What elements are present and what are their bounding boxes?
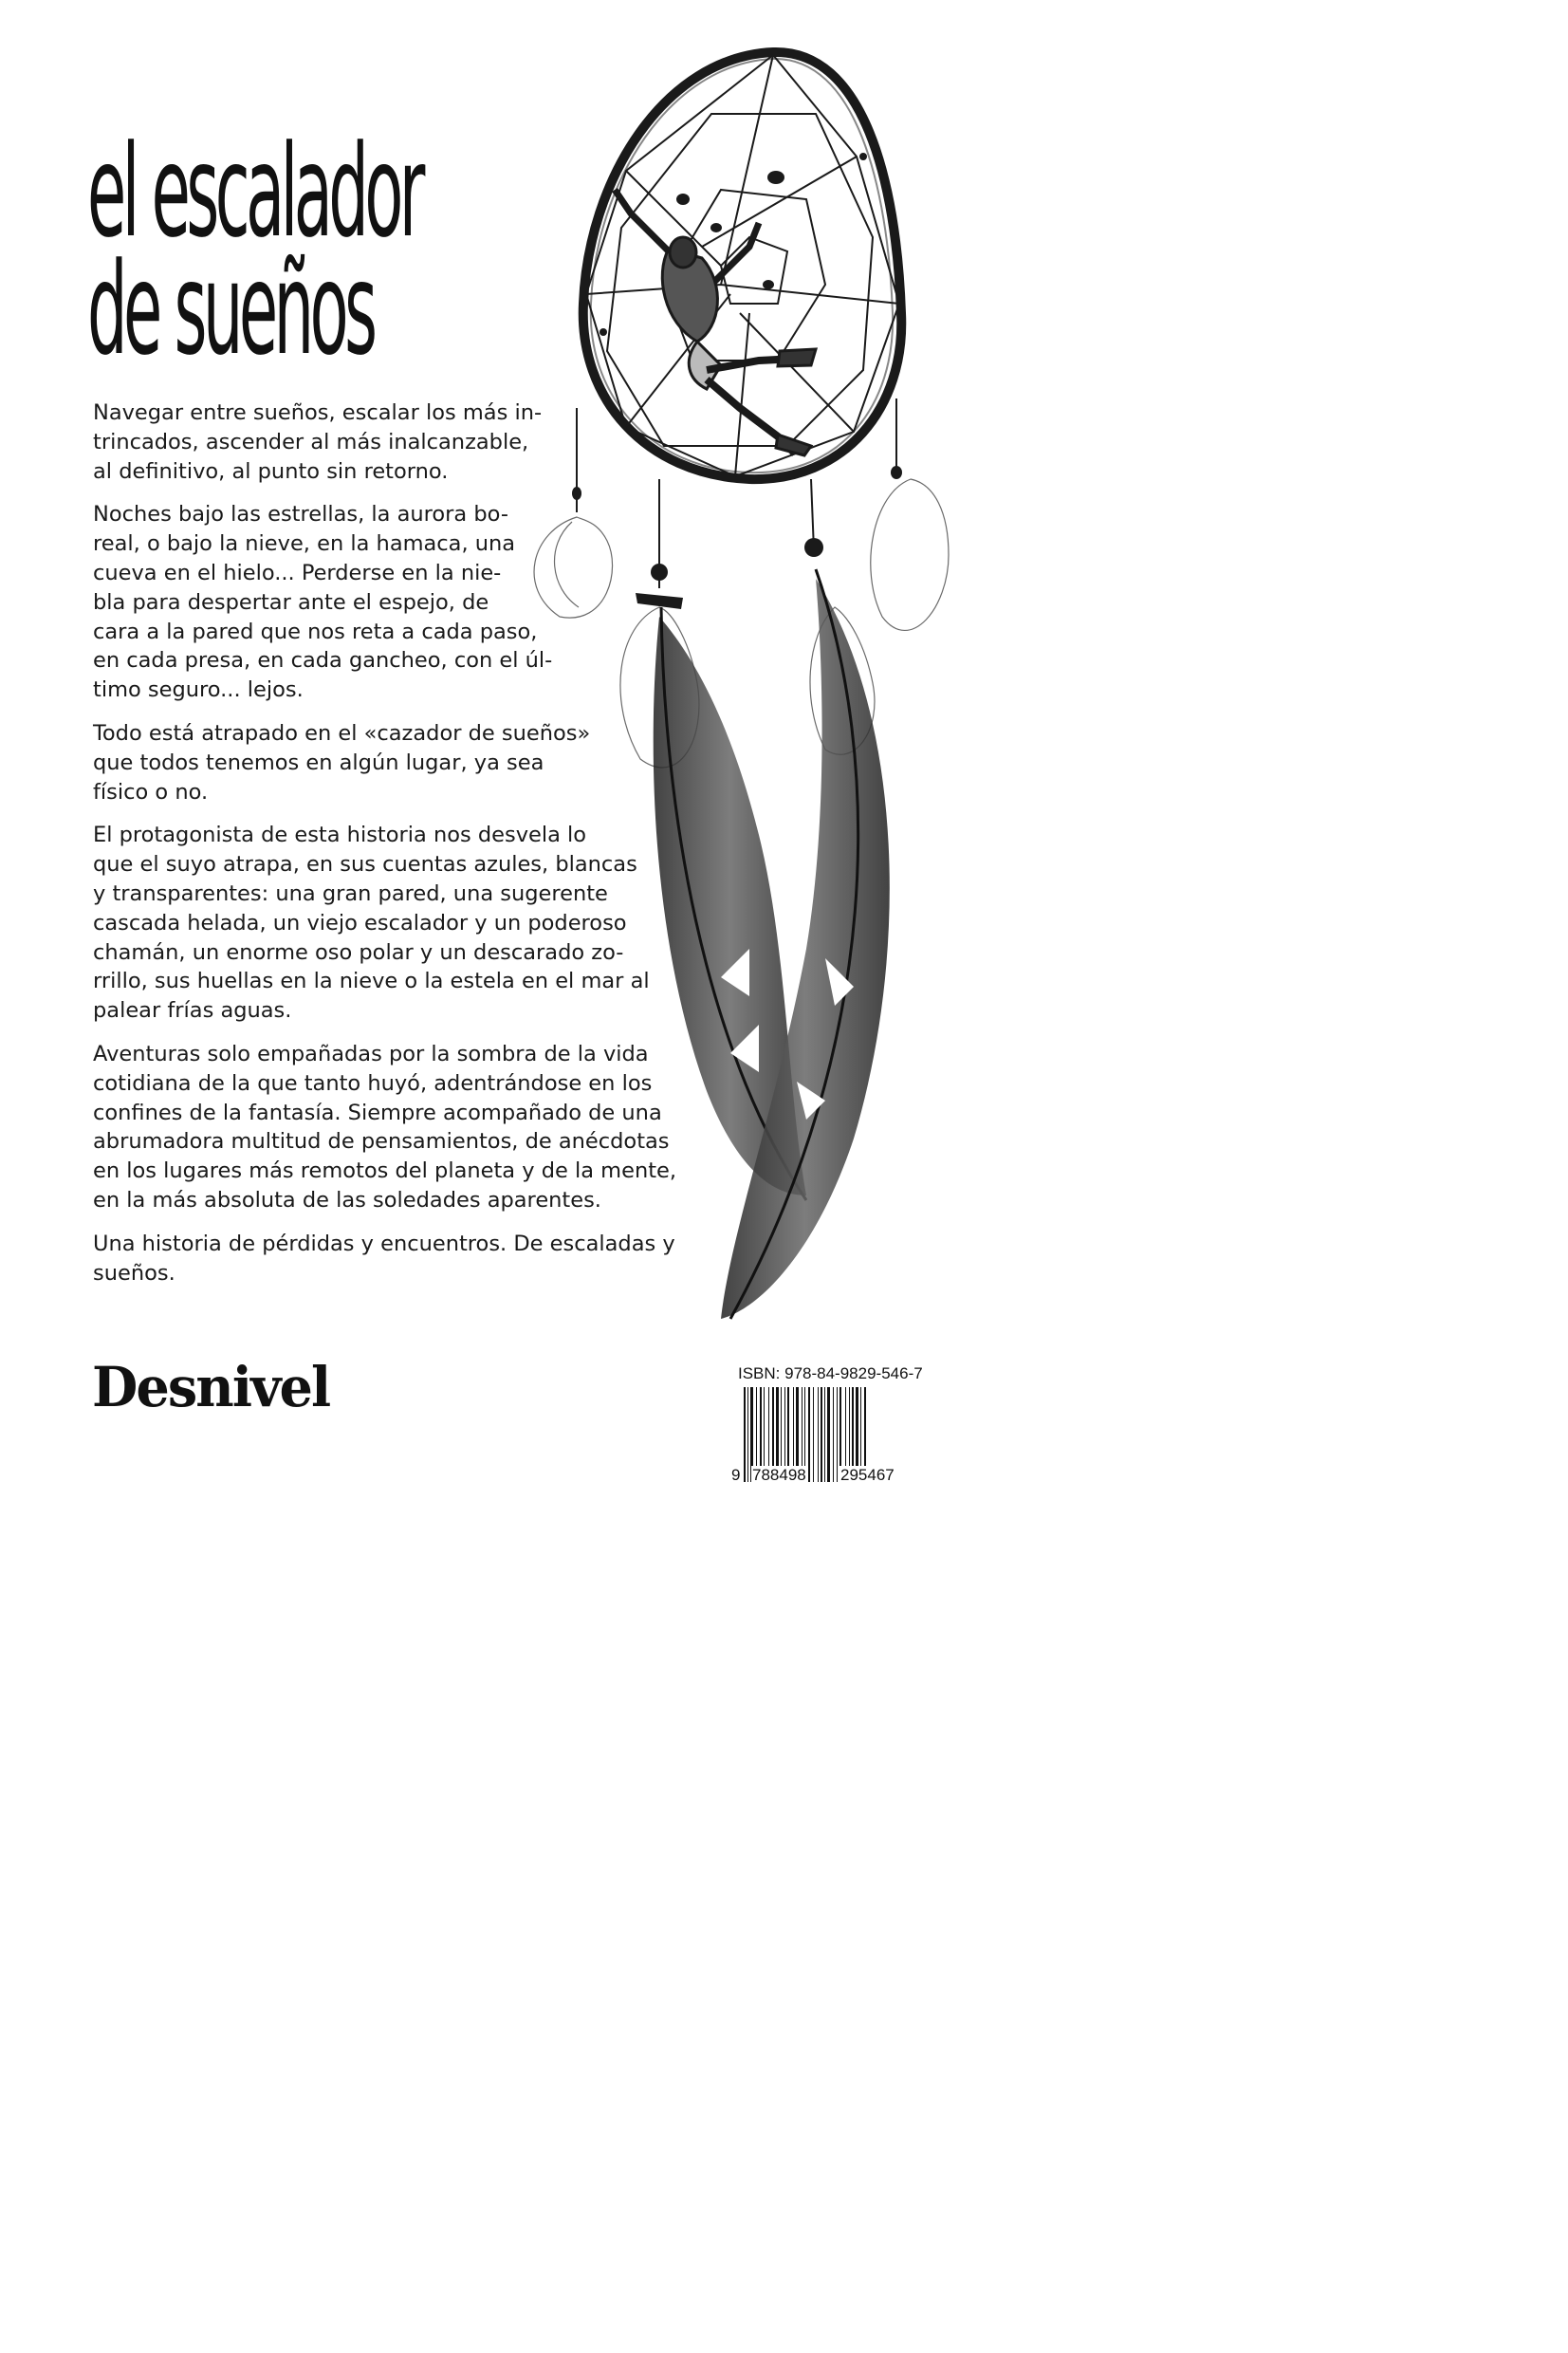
- blurb-line: en la más absoluta de las soledades aparentes.: [93, 1187, 601, 1213]
- blurb-line: cascada helada, un viejo escalador y un poderoso: [93, 910, 627, 936]
- blurb-line: Todo está atrapado en el «cazador de sueños»: [93, 720, 591, 746]
- blurb-line: chamán, un enorme oso polar y un descarado zo-: [93, 939, 624, 965]
- blurb-paragraph: [93, 398, 700, 486]
- blurb-line: cueva en el hielo... Perderse en la nie-: [93, 560, 502, 585]
- blurb-line: El protagonista de esta historia nos desvela lo: [93, 823, 587, 848]
- blurb-line: bla para despertar ante el espejo, de: [93, 589, 489, 615]
- barcode-digit-group-1: 788498: [752, 1466, 806, 1484]
- barcode-digit-group-2: 295467: [840, 1466, 895, 1484]
- blurb-line: Aventuras solo empañadas por la sombra de la vida: [93, 1041, 649, 1066]
- blurb-line: en cada presa, en cada gancheo, con el úl-: [93, 648, 553, 674]
- blurb-line: rrillo, sus huellas en la nieve o la estela en el mar al: [93, 969, 650, 994]
- blurb-line: cara a la pared que nos reta a cada paso,: [93, 619, 538, 644]
- blurb-line: Noches bajo las estrellas, la aurora bo-: [93, 502, 508, 528]
- blurb-line: que todos tenemos en algún lugar, ya sea: [93, 750, 544, 775]
- blurb-paragraph: [93, 500, 700, 705]
- barcode-digit-first: 9: [731, 1466, 741, 1484]
- blurb-line: al definitivo, al punto sin retorno.: [93, 458, 449, 484]
- blurb-line: real, o bajo la nieve, en la hamaca, una: [93, 531, 516, 557]
- blurb-paragraph: [93, 1230, 700, 1288]
- blurb-line: trincados, ascender al más inalcanzable,: [93, 429, 529, 454]
- blurb-paragraph: [93, 821, 700, 1026]
- book-title: [87, 118, 421, 383]
- blurb-paragraph: [93, 1040, 700, 1215]
- blurb-line: confines de la fantasía. Siempre acompañado de una: [93, 1100, 662, 1125]
- blurb-line: timo seguro... lejos.: [93, 677, 304, 703]
- blurb-line: abrumadora multitud de pensamientos, de anécdotas: [93, 1129, 670, 1155]
- back-cover-blurb: [93, 398, 700, 1302]
- blurb-line: cotidiana de la que tanto huyó, adentrándose en los: [93, 1070, 653, 1096]
- blurb-line: y transparentes: una gran pared, una sugerente: [93, 880, 608, 906]
- blurb-line: sueños.: [93, 1260, 175, 1286]
- barcode-digits: [730, 1466, 930, 1487]
- blurb-paragraph: [93, 719, 700, 806]
- blurb-line: Navegar entre sueños, escalar los más in-: [93, 400, 543, 425]
- blurb-line: Una historia de pérdidas y encuentros. De escaladas y: [93, 1231, 675, 1256]
- blurb-line: físico o no.: [93, 779, 209, 805]
- web-beads: [600, 153, 867, 336]
- blurb-line: que el suyo atrapa, en sus cuentas azules, blancas: [93, 852, 637, 878]
- isbn-label: ISBN: 978-84-9829-546-7: [738, 1364, 923, 1382]
- title-line-2: de sueños: [87, 235, 374, 383]
- title-line-1: el escalador: [87, 118, 421, 266]
- blurb-line: palear frías aguas.: [93, 998, 292, 1024]
- blurb-line: en los lugares más remotos del planeta y de la mente,: [93, 1158, 677, 1184]
- publisher-logo: Desnivel: [92, 1355, 330, 1419]
